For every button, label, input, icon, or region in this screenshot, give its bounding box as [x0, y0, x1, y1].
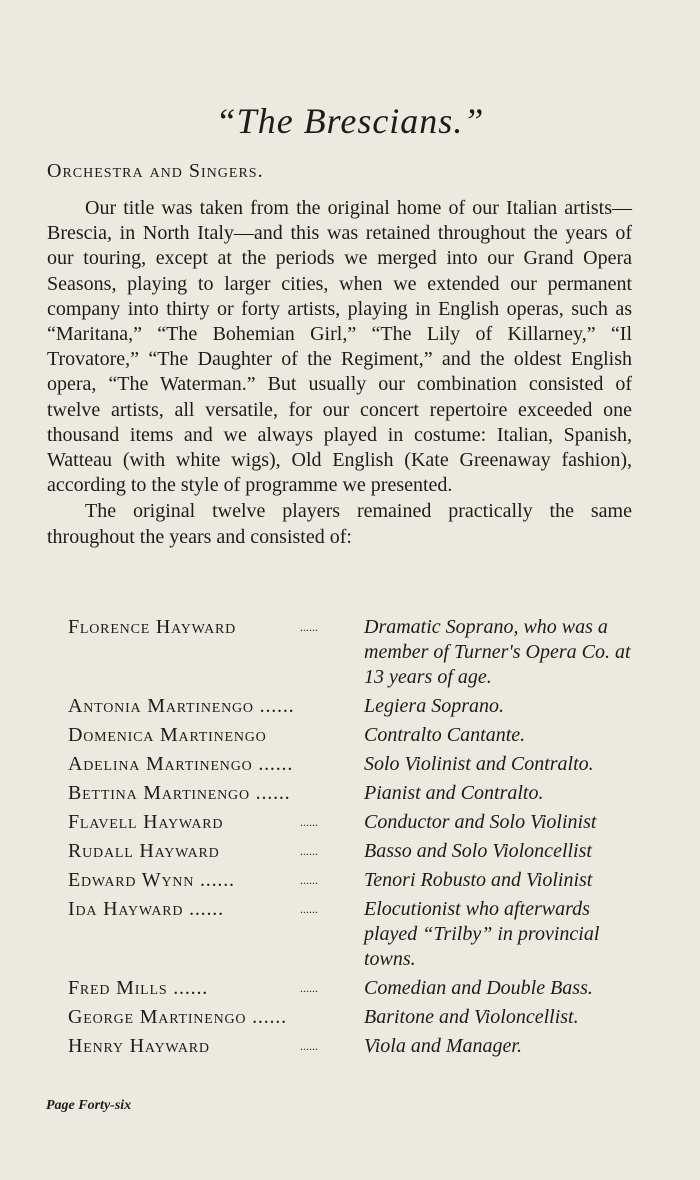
performer-role: Tenori Robusto and Violinist [364, 869, 593, 891]
leader-dots: ...... [300, 902, 318, 916]
roster-row [68, 976, 648, 1001]
performer-name: Fred Mills ...... [68, 977, 209, 999]
performer-name: Domenica Martinengo [68, 724, 267, 746]
body-text [47, 196, 632, 550]
leader-dots: ...... [300, 873, 318, 887]
performer-name: Bettina Martinengo ...... [68, 782, 291, 804]
roster-row [68, 839, 648, 864]
performer-role: Legiera Soprano. [364, 695, 504, 717]
performer-name: Florence Hayward [68, 616, 237, 638]
performer-role: Pianist and Contralto. [364, 782, 544, 804]
performer-role: Comedian and Double Bass. [364, 977, 593, 999]
paragraph: Our title was taken from the original home of our Italian artists—Brescia, in North Italy—and this was retained throughout the years of our touring, except at the periods we merged into our Grand Opera Seasons, playing to larger cities, when we extended our permanent company into thirty or forty artists, playing in English operas, such as “Maritana,” “The Bohemian Girl,” “The Lily of Killarney,” “Il Trovatore,” “The Daughter of the Regiment,” and the oldest English opera, “The Waterman.” But usually our combination consisted of twelve artists, all versatile, for our concert repertoire exceeded one thousand items and we always played in costume: Italian, Spanish, Watteau (with white wigs), Old English (Kate Greenaway fashion), according to the style of programme we presented. [47, 197, 632, 497]
paragraph: The original twelve players remained practically the same throughout the years and consisted of: [47, 500, 632, 548]
roster-row [68, 752, 648, 777]
performer-role: Viola and Manager. [364, 1035, 522, 1057]
roster-row [68, 723, 648, 748]
roster-row [68, 868, 648, 893]
section-heading: Orchestra and Singers. [47, 160, 264, 182]
roster-row [68, 615, 648, 690]
performer-role: Baritone and Violoncellist. [364, 1006, 579, 1028]
roster-list [68, 615, 648, 1059]
performer-name: George Martinengo ...... [68, 1006, 287, 1028]
roster-row [68, 694, 648, 719]
leader-dots: ...... [300, 620, 318, 634]
performer-name: Adelina Martinengo ...... [68, 753, 294, 775]
performer-name: Ida Hayward ...... [68, 898, 224, 920]
leader-dots: ...... [300, 981, 318, 995]
performer-name: Henry Hayward [68, 1035, 210, 1057]
roster-row [68, 897, 648, 972]
leader-dots: ...... [300, 1039, 318, 1053]
roster-row [68, 1005, 648, 1030]
performer-name: Edward Wynn ...... [68, 869, 235, 891]
performer-name: Antonia Martinengo ...... [68, 695, 295, 717]
page-title: “The Brescians.” [215, 101, 485, 141]
roster-row [68, 1034, 648, 1059]
performer-role: Contralto Cantante. [364, 724, 526, 746]
performer-role: Solo Violinist and Contralto. [364, 753, 594, 775]
leader-dots: ...... [300, 844, 318, 858]
performer-role: Conductor and Solo Violinist [364, 811, 597, 833]
performer-role: Dramatic Soprano, who was a member of Turner's Opera Co. at 13 years of age. [364, 616, 631, 688]
performer-name: Rudall Hayward [68, 840, 220, 862]
leader-dots: ...... [300, 815, 318, 829]
performer-name: Flavell Hayward [68, 811, 224, 833]
roster-row [68, 781, 648, 806]
roster-row [68, 810, 648, 835]
performer-role: Elocutionist who afterwards played “Trilby” in provincial towns. [364, 898, 600, 970]
performer-role: Basso and Solo Violoncellist [364, 840, 592, 862]
page-number: Page Forty-six [46, 1098, 132, 1113]
